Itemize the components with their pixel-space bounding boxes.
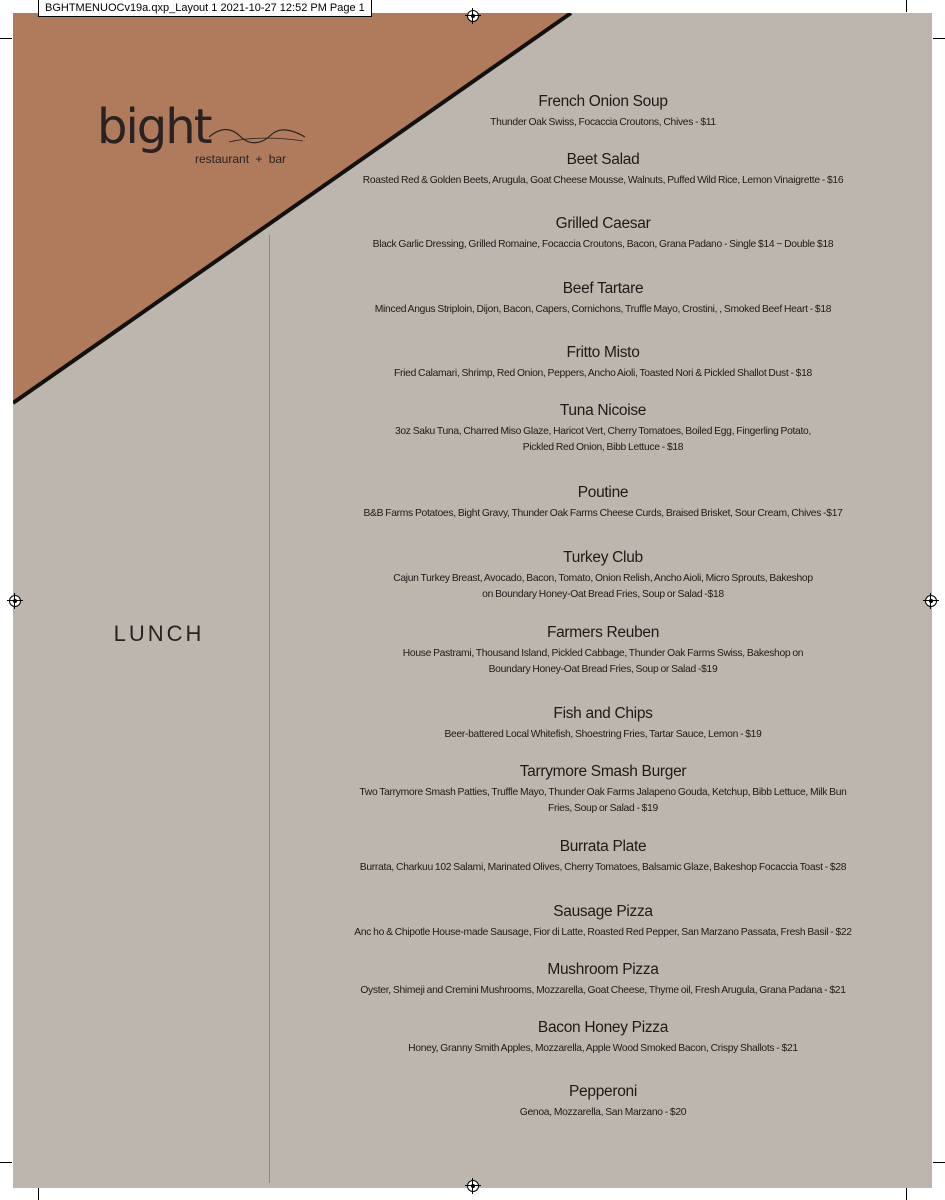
menu-item-name: Tuna Nicoise: [559, 402, 647, 419]
menu-item: [313, 837, 893, 876]
menu-item: [313, 214, 893, 253]
crop-mark: [38, 1188, 39, 1200]
menu-item: [313, 902, 893, 941]
menu-item-name: Bacon Honey Pizza: [537, 1019, 669, 1036]
vertical-divider: [269, 235, 270, 1183]
menu-item-description: Anc ho & Chipotle House-made Sausage, Fior di Latte, Roasted Red Pepper, San Marzano Passata, Fresh Basil - $22: [354, 927, 852, 938]
crop-mark: [933, 38, 945, 39]
brand-logo: [97, 101, 307, 171]
crop-mark: [933, 1162, 945, 1163]
menu-item-description-line: Fries, Soup or Salad - $19: [548, 803, 658, 814]
menu-item: [313, 1018, 893, 1057]
menu-item-name: French Onion Soup: [538, 93, 668, 110]
menu-item-name: Turkey Club: [563, 549, 643, 566]
menu-item: [313, 762, 893, 817]
menu-item-name: Grilled Caesar: [555, 215, 651, 232]
menu-item-name: Beet Salad: [566, 151, 640, 168]
menu-item-name: Burrata Plate: [559, 838, 647, 855]
menu-item: [313, 401, 893, 456]
menu-item-description: Black Garlic Dressing, Grilled Romaine, Focaccia Croutons, Bacon, Grana Padano - Single $14 ~ Double $18: [372, 239, 834, 250]
wave-icon: [209, 125, 305, 145]
menu-item-description: Fried Calamari, Shrimp, Red Onion, Peppers, Ancho Aioli, Toasted Nori & Pickled Shallot Dust - $18: [394, 368, 812, 379]
menu-item-description: Beer-battered Local Whitefish, Shoestring Fries, Tartar Sauce, Lemon - $19: [444, 729, 762, 740]
menu-item-name: Sausage Pizza: [553, 903, 653, 920]
brand-wordmark: bight: [97, 99, 211, 155]
menu-item: [313, 279, 893, 318]
menu-item-description: B&B Farms Potatoes, Bight Gravy, Thunder Oak Farms Cheese Curds, Braised Brisket, Sour Cream, Chives -$17: [363, 508, 843, 519]
brand-subtitle: restaurant + bar: [195, 152, 287, 166]
menu-item: [313, 483, 893, 522]
menu-item-description: Roasted Red & Golden Beets, Arugula, Goat Cheese Mousse, Walnuts, Puffed Wild Rice, Lemon Vinaigrette - $16: [362, 175, 844, 186]
menu-item: [313, 343, 893, 382]
registration-mark-right: [925, 595, 937, 607]
menu-item-description: [313, 646, 893, 678]
menu-item-description-line: Cajun Turkey Breast, Avocado, Bacon, Tomato, Onion Relish, Ancho Aioli, Micro Sprouts, Bakeshop: [393, 573, 813, 584]
menu-item-description-line: Pickled Red Onion, Bibb Lettuce - $18: [522, 442, 684, 453]
menu-item-description: Oyster, Shimeji and Cremini Mushrooms, Mozzarella, Goat Cheese, Thyme oil, Fresh Arugula, Grana Padana - $21: [360, 985, 846, 996]
menu-item-description-line: 3oz Saku Tuna, Charred Miso Glaze, Haricot Vert, Cherry Tomatoes, Boiled Egg, Fingerling Potato,: [394, 426, 812, 437]
menu-item-description: Honey, Granny Smith Apples, Mozzarella, Apple Wood Smoked Bacon, Crispy Shallots - $21: [408, 1043, 798, 1054]
menu-item-description: [313, 424, 893, 456]
menu-item-description: Thunder Oak Swiss, Focaccia Croutons, Chives - $11: [490, 117, 716, 128]
menu-item-name: Poutine: [577, 484, 629, 501]
menu-item-description-line: Two Tarrymore Smash Patties, Truffle Mayo, Thunder Oak Farms Jalapeno Gouda, Ketchup, Bibb Lettuce, Milk Bun: [359, 787, 847, 798]
crop-mark: [906, 0, 907, 12]
menu-item-name: Tarrymore Smash Burger: [519, 763, 687, 780]
crop-mark: [0, 1162, 12, 1163]
menu-item-description-line: on Boundary Honey-Oat Bread Fries, Soup or Salad -$18: [482, 589, 724, 600]
menu-item-description: [313, 785, 893, 817]
section-label: LUNCH: [113, 621, 205, 646]
menu-item-name: Farmers Reuben: [546, 624, 660, 641]
registration-mark-top: [467, 10, 479, 22]
menu-item-description-line: Boundary Honey-Oat Bread Fries, Soup or Salad -$19: [488, 664, 718, 675]
menu-item-name: Fish and Chips: [553, 705, 653, 722]
menu-item: [313, 548, 893, 603]
menu-item-name: Fritto Misto: [566, 344, 640, 361]
menu-item: [313, 623, 893, 678]
menu-item: [313, 150, 893, 189]
registration-mark-bottom: [467, 1180, 479, 1192]
menu-item-description: Genoa, Mozzarella, San Marzano - $20: [519, 1107, 687, 1118]
menu-page: [13, 13, 932, 1188]
menu-item: [313, 704, 893, 743]
menu-item: [313, 960, 893, 999]
menu-item-description: Burrata, Charkuu 102 Salami, Marinated Olives, Cherry Tomatoes, Balsamic Glaze, Bakeshop Focaccia Toast - $28: [359, 862, 847, 873]
crop-mark: [0, 38, 12, 39]
menu-item-name: Beef Tartare: [562, 280, 644, 297]
file-slug: BGHTMENUOCv19a.qxp_Layout 1 2021-10-27 12:52 PM Page 1: [38, 0, 372, 17]
menu-item: [313, 1082, 893, 1121]
registration-mark-left: [9, 595, 21, 607]
menu-item-name: Pepperoni: [569, 1083, 637, 1100]
menu-item: [313, 92, 893, 131]
menu-item-description: [313, 571, 893, 603]
menu-item-name: Mushroom Pizza: [547, 961, 659, 978]
menu-item-description: Minced Angus Striploin, Dijon, Bacon, Capers, Cornichons, Truffle Mayo, Crostini, , Smoked Beef Heart - $18: [374, 304, 832, 315]
menu-item-description-line: House Pastrami, Thousand Island, Pickled Cabbage, Thunder Oak Farms Swiss, Bakeshop on: [402, 648, 804, 659]
crop-mark: [906, 1188, 907, 1200]
